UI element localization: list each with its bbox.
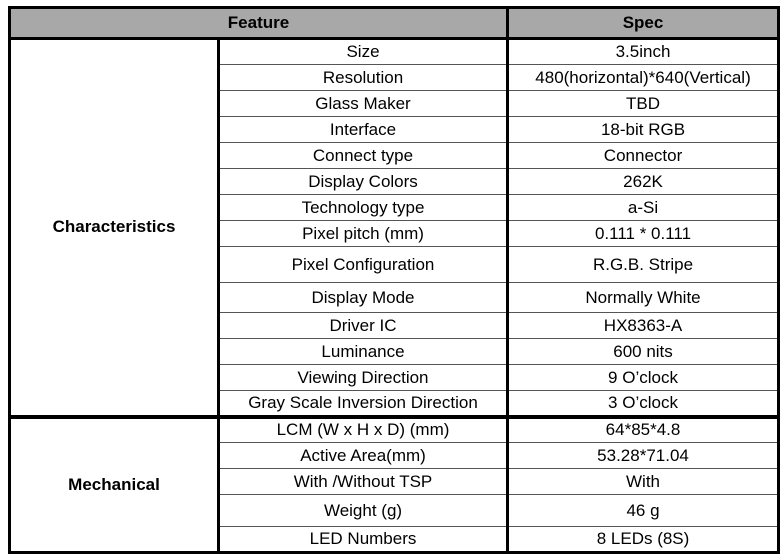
spec-cell: 8 LEDs (8S)	[508, 527, 779, 553]
spec-cell: 3.5inch	[508, 39, 779, 65]
spec-table	[8, 6, 780, 554]
category-cell-mechanical: Mechanical	[10, 417, 219, 553]
spec-cell: 46 g	[508, 495, 779, 527]
spec-cell: 9 O’clock	[508, 365, 779, 391]
feature-cell: Viewing Direction	[219, 365, 508, 391]
feature-column-header: Feature	[10, 8, 508, 39]
feature-cell: Display Mode	[219, 283, 508, 313]
feature-cell: With /Without TSP	[219, 469, 508, 495]
feature-cell: LCM (W x H x D) (mm)	[219, 417, 508, 443]
spec-cell: 18-bit RGB	[508, 117, 779, 143]
feature-cell: Weight (g)	[219, 495, 508, 527]
spec-cell: 53.28*71.04	[508, 443, 779, 469]
spec-cell: 262K	[508, 169, 779, 195]
category-cell-characteristics: Characteristics	[10, 39, 219, 417]
feature-cell: Connect type	[219, 143, 508, 169]
spec-column-header: Spec	[508, 8, 779, 39]
header-row	[10, 8, 779, 39]
spec-cell: a-Si	[508, 195, 779, 221]
feature-cell: Glass Maker	[219, 91, 508, 117]
feature-cell: Active Area(mm)	[219, 443, 508, 469]
spec-cell: HX8363-A	[508, 313, 779, 339]
table-row	[10, 39, 779, 65]
feature-cell: Pixel Configuration	[219, 247, 508, 283]
feature-cell: Size	[219, 39, 508, 65]
feature-cell: Interface	[219, 117, 508, 143]
spec-cell: R.G.B. Stripe	[508, 247, 779, 283]
spec-cell: 600 nits	[508, 339, 779, 365]
feature-cell: Technology type	[219, 195, 508, 221]
table-row	[10, 417, 779, 443]
feature-cell: Luminance	[219, 339, 508, 365]
spec-cell: 3 O’clock	[508, 391, 779, 417]
feature-cell: Driver IC	[219, 313, 508, 339]
feature-cell: Pixel pitch (mm)	[219, 221, 508, 247]
feature-cell: Gray Scale Inversion Direction	[219, 391, 508, 417]
feature-cell: LED Numbers	[219, 527, 508, 553]
spec-cell: Normally White	[508, 283, 779, 313]
spec-cell: 0.111 * 0.111	[508, 221, 779, 247]
spec-cell: Connector	[508, 143, 779, 169]
spec-cell: 64*85*4.8	[508, 417, 779, 443]
spec-cell: 480(horizontal)*640(Vertical)	[508, 65, 779, 91]
spec-cell: TBD	[508, 91, 779, 117]
feature-cell: Display Colors	[219, 169, 508, 195]
spec-cell: With	[508, 469, 779, 495]
feature-cell: Resolution	[219, 65, 508, 91]
